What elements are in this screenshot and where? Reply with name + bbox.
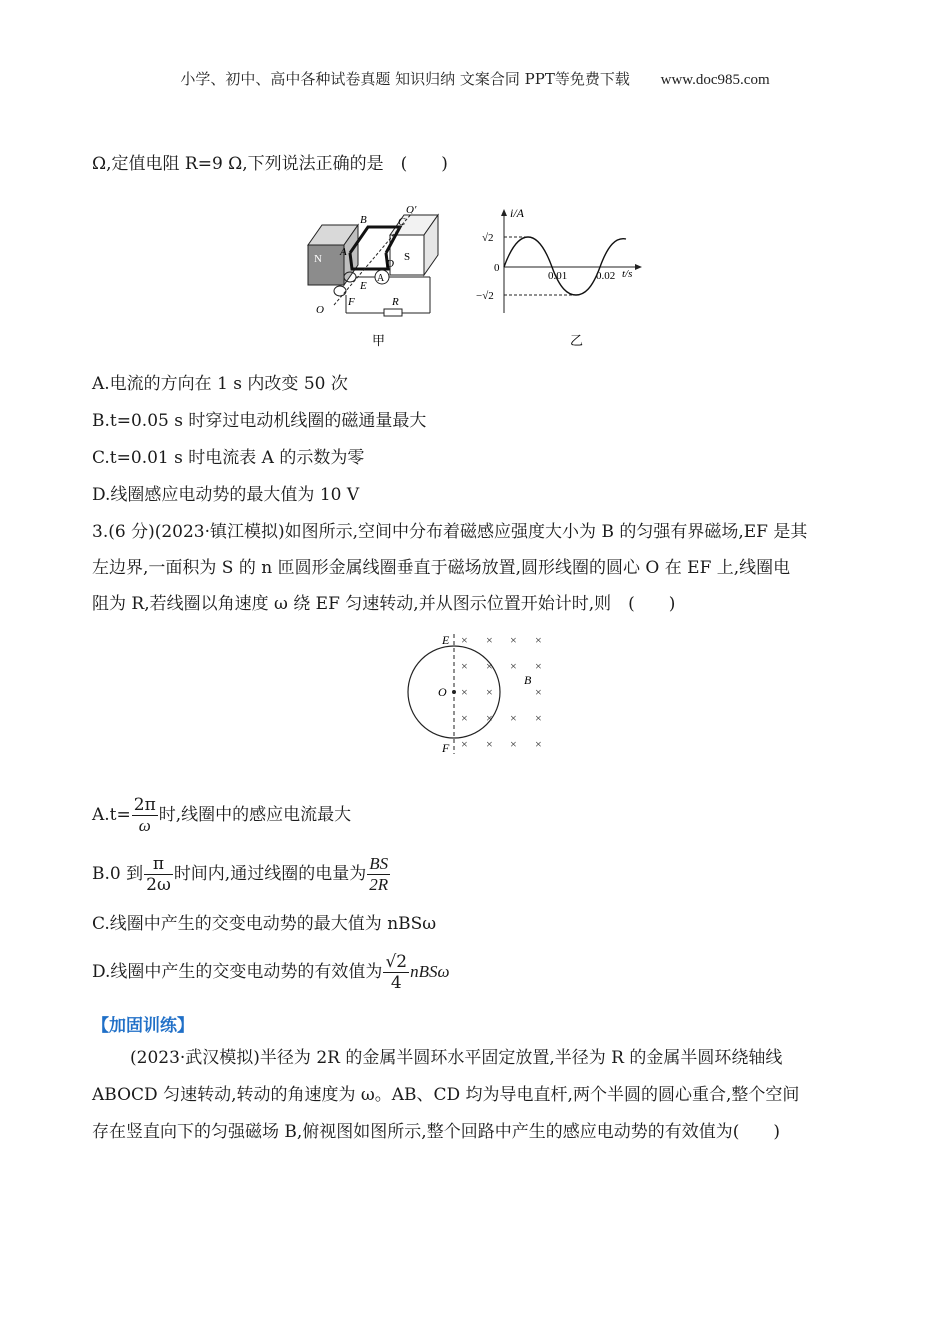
zero-label: 0: [494, 262, 500, 274]
q3-opt-d-suffix: nBSω: [410, 962, 450, 981]
label-E: E: [360, 280, 367, 292]
q2-stem: Ω,定值电阻 R=9 Ω,下列说法正确的是 ( ): [92, 154, 448, 174]
q3-line1: 3.(6 分)(2023·镇江模拟)如图所示,空间中分布着磁感应强度大小为 B 的匀强有界磁场,EF 是其: [92, 522, 808, 542]
field-cross: ×: [510, 737, 517, 751]
field-cross: ×: [461, 685, 468, 699]
field-cross: ×: [486, 711, 493, 725]
reinforce-line2: ABOCD 匀速转动,转动的角速度为 ω。AB、CD 均为导电直杆,两个半圆的圆心重合,整个空间: [92, 1085, 800, 1105]
field-cross: ×: [486, 659, 493, 673]
q3-opt-a-prefix: A.t=: [92, 805, 131, 825]
label-O-prime: O′: [406, 205, 417, 216]
label-E: E: [442, 633, 450, 647]
q3-option-b: [92, 852, 391, 896]
label-C: C: [398, 216, 406, 228]
q3-line2: 左边界,一面积为 S 的 n 匝圆形金属线圈垂直于磁场放置,圆形线圈的圆心 O 在 EF 上,线圈电: [92, 558, 791, 578]
label-S: S: [404, 251, 411, 263]
label-R: R: [392, 296, 399, 308]
q3-option-a: [92, 793, 351, 837]
field-cross: ×: [486, 737, 493, 751]
reinforce-line1: (2023·武汉模拟)半径为 2R 的金属半圆环水平固定放置,半径为 R 的金属半圆环绕轴线: [130, 1048, 783, 1068]
field-cross: ×: [535, 659, 542, 673]
field-cross: ×: [510, 659, 517, 673]
q3-opt-b-fraction-time: $\frac{\pi}{2\omega}$: [146, 854, 171, 895]
coil-field-figure: [402, 630, 562, 760]
q3-opt-b-prefix: B.0 到: [92, 864, 144, 884]
q2-option-b: B.t=0.05 s 时穿过电动机线圈的磁通量最大: [92, 411, 427, 431]
field-cross: ×: [461, 633, 468, 647]
label-O: O: [316, 304, 324, 316]
current-graph: [470, 205, 650, 355]
field-cross: ×: [535, 711, 542, 725]
label-F: F: [348, 296, 355, 308]
q3-opt-a-fraction: $\frac{2\pi}{\omega}$: [133, 795, 156, 835]
y-axis-label: i/A: [510, 206, 524, 220]
q2-option-a: A.电流的方向在 1 s 内改变 50 次: [92, 374, 348, 394]
field-cross: ×: [535, 685, 542, 699]
field-cross: ×: [510, 711, 517, 725]
y-max-label: √2: [482, 232, 494, 244]
field-cross: ×: [486, 685, 493, 699]
q3-opt-d-prefix: D.线圈中产生的交变电动势的有效值为: [92, 962, 383, 982]
figure-right-caption: 乙: [570, 333, 584, 348]
label-F: F: [442, 741, 450, 755]
field-cross: ×: [486, 633, 493, 647]
generator-figure: [300, 205, 440, 355]
q3-opt-a-suffix: 时,线圈中的感应电流最大: [158, 805, 352, 825]
label-A: A: [340, 246, 347, 258]
page-header: [0, 68, 950, 89]
figure-left-caption: 甲: [372, 333, 386, 348]
field-cross: ×: [510, 633, 517, 647]
label-B: B: [524, 673, 532, 687]
label-B: B: [360, 214, 367, 226]
reinforce-line3: 存在竖直向下的匀强磁场 B,俯视图如图所示,整个回路中产生的感应电动势的有效值为( ): [92, 1122, 780, 1142]
field-cross: ×: [535, 737, 542, 751]
label-N: N: [314, 253, 322, 265]
q2-option-d: D.线圈感应电动势的最大值为 10 V: [92, 485, 360, 505]
q3-line3: 阻为 R,若线圈以角速度 ω 绕 EF 匀速转动,并从图示位置开始计时,则 ( ): [92, 594, 676, 614]
tick-0.01: 0.01: [548, 270, 568, 282]
q3-option-d: [92, 950, 449, 994]
field-cross: ×: [461, 659, 468, 673]
q3-opt-b-mid: 时间内,通过线圈的电量为: [173, 864, 367, 884]
ammeter-label: A: [377, 273, 385, 284]
field-cross: ×: [461, 737, 468, 751]
label-D: D: [386, 258, 394, 270]
header-text: 小学、初中、高中各种试卷真题 知识归纳 文案合同 PPT等免费下载: [180, 70, 630, 88]
header-site: www.doc985.com: [660, 72, 770, 88]
label-O: O: [438, 685, 447, 699]
reinforce-section-title: 【加固训练】: [92, 1016, 194, 1036]
field-cross: ×: [461, 711, 468, 725]
x-axis-label: t/s: [622, 268, 633, 280]
q2-option-c: C.t=0.01 s 时电流表 A 的示数为零: [92, 448, 365, 468]
field-cross: ×: [535, 633, 542, 647]
tick-0.02: 0.02: [596, 270, 616, 282]
q3-option-c: C.线圈中产生的交变电动势的最大值为 nBSω: [92, 914, 437, 934]
y-min-label: −√2: [476, 290, 494, 302]
q3-opt-b-fraction-charge: $\frac{BS}{2R}$: [369, 854, 389, 894]
q3-opt-d-fraction: $\frac{√2}{4}$: [385, 952, 408, 993]
